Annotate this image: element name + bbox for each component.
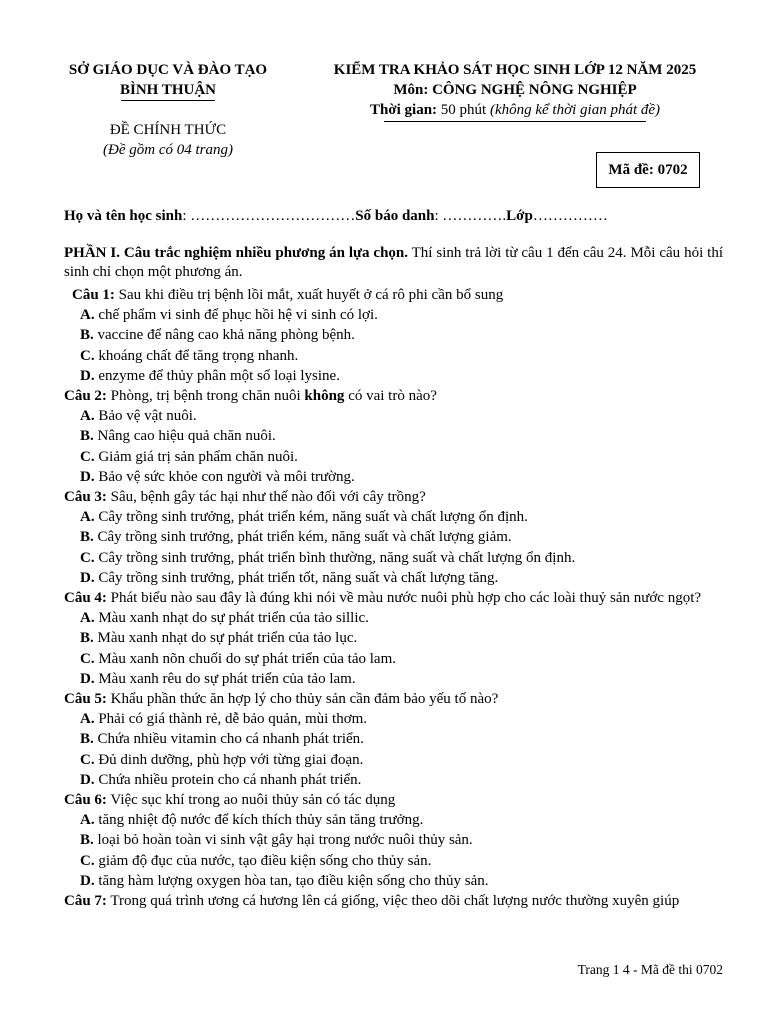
province-name: BÌNH THUẬN xyxy=(120,82,216,98)
option-key: A. xyxy=(80,408,95,425)
option-key: B. xyxy=(80,630,94,647)
option-text: enzyme để thủy phân một số loại lysine. xyxy=(94,367,340,384)
option-key: B. xyxy=(80,327,94,344)
question-label: Câu 4: xyxy=(64,590,107,607)
question-label: Câu 3: xyxy=(64,489,107,506)
question-label: Câu 1: xyxy=(72,287,115,303)
question-1 xyxy=(64,285,723,305)
option-text: chế phẩm vi sinh để phục hồi hệ vi sinh có lợi. xyxy=(94,307,378,324)
question-label: Câu 2: xyxy=(64,388,107,405)
option-text: giảm độ đục của nước, tạo điều kiện sống cho thủy sản. xyxy=(94,852,432,869)
answer-option xyxy=(64,871,723,891)
question-4 xyxy=(64,588,723,608)
answer-option xyxy=(64,527,723,547)
answer-option xyxy=(64,507,723,527)
question-text: Sâu, bệnh gây tác hại như thế nào đối với cây trồng? xyxy=(106,489,426,506)
option-text: tăng hàm lượng oxygen hòa tan, tạo điều kiện sống cho thủy sản. xyxy=(94,872,489,889)
option-key: A. xyxy=(80,610,95,627)
exam-title: KIỂM TRA KHẢO SÁT HỌC SINH LỚP 12 NĂM 2025 xyxy=(333,62,697,78)
part1-heading xyxy=(64,244,723,282)
option-key: C. xyxy=(80,650,95,667)
part1-title: PHẦN I. Câu trắc nghiệm nhiều phương án lựa chọn. xyxy=(64,245,409,261)
student-name-label: Họ và tên học sinh xyxy=(64,208,183,224)
option-text: Cây trồng sinh trưởng, phát triển kém, năng suất và chất lượng giảm. xyxy=(93,529,512,546)
option-key: C. xyxy=(80,448,95,465)
option-text: Màu xanh nõn chuối do sự phát triển của tảo lam. xyxy=(94,650,396,667)
option-text: Giảm giá trị sản phẩm chăn nuôi. xyxy=(94,448,298,465)
answer-option xyxy=(64,325,723,345)
question-list xyxy=(64,285,723,911)
option-key: B. xyxy=(80,529,94,546)
subject-line: Môn: CÔNG NGHỆ NÔNG NGHIỆP xyxy=(393,82,637,98)
candidate-number-blank: : …………. xyxy=(434,208,507,224)
option-text: Chứa nhiều protein cho cá nhanh phát triển. xyxy=(94,771,362,788)
time-note: (không kể thời gian phát đề) xyxy=(489,102,661,118)
option-text: tăng nhiệt độ nước để kích thích thủy sản tăng trưởng. xyxy=(94,812,424,829)
option-text: Cây trồng sinh trưởng, phát triển tốt, năng suất và chất lượng tăng. xyxy=(94,569,499,586)
question-text: Khẩu phần thức ăn hợp lý cho thủy sản cần đảm bảo yếu tố nào? xyxy=(106,691,499,708)
option-text: Cây trồng sinh trưởng, phát triển bình thường, năng suất và chất lượng ổn định. xyxy=(94,549,576,566)
question-7 xyxy=(64,891,723,911)
option-text: Màu xanh nhạt do sự phát triển của tảo sillic. xyxy=(94,610,369,627)
option-text: Cây trồng sinh trưởng, phát triển kém, năng suất và chất lượng ổn định. xyxy=(94,509,528,526)
answer-option xyxy=(64,628,723,648)
option-key: C. xyxy=(80,852,95,869)
option-text: Màu xanh nhạt do sự phát triển của tảo lục. xyxy=(93,630,358,647)
option-key: A. xyxy=(80,812,95,829)
option-key: B. xyxy=(80,731,94,748)
answer-option xyxy=(64,568,723,588)
option-text: loại bỏ hoàn toàn vi sinh vật gây hại trong nước nuôi thủy sản. xyxy=(93,832,473,849)
header-left xyxy=(40,60,296,160)
answer-option xyxy=(64,750,723,770)
answer-option xyxy=(64,426,723,446)
student-info-line xyxy=(64,206,744,226)
option-text: Phải có giá thành rẻ, dễ bảo quản, mùi thơm. xyxy=(94,711,368,728)
header-right xyxy=(300,60,730,122)
answer-option xyxy=(64,649,723,669)
option-text: Bảo vệ vật nuôi. xyxy=(94,408,197,425)
question-emphasis: không xyxy=(304,388,345,405)
answer-option xyxy=(64,830,723,850)
answer-option xyxy=(64,366,723,386)
question-text: Trong quá trình ương cá hương lên cá giống, việc theo dõi chất lượng nước thường xuyên giúp xyxy=(106,893,680,910)
department-name: SỞ GIÁO DỤC VÀ ĐÀO TẠO xyxy=(68,62,268,78)
option-key: D. xyxy=(80,468,95,485)
option-key: A. xyxy=(80,307,95,324)
answer-option xyxy=(64,810,723,830)
time-value: 50 phút xyxy=(437,102,490,118)
answer-option xyxy=(64,770,723,790)
pages-note: (Đề gồm có 04 trang) xyxy=(103,142,233,158)
option-key: C. xyxy=(80,347,95,364)
answer-option xyxy=(64,305,723,325)
part1-instructions: Thí sinh trả lời từ câu 1 đến câu 24. Mỗi câu hỏi thí sinh chỉ chọn một phương án. xyxy=(64,245,723,280)
answer-option xyxy=(64,447,723,467)
class-label: Lớp xyxy=(506,208,533,224)
student-name-blank: : …………………………… xyxy=(182,208,356,224)
question-text: Phát biểu nào sau đây là đúng khi nói về màu nước nuôi phù hợp cho các loài thuỷ sản nước ngọt? xyxy=(106,590,702,607)
answer-option xyxy=(64,669,723,689)
question-text: Sau khi điều trị bệnh lồi mắt, xuất huyết ở cá rô phi cần bổ sung xyxy=(114,287,504,303)
option-text: Đủ dinh dưỡng, phù hợp với từng giai đoạn. xyxy=(94,751,364,768)
option-text: Chứa nhiều vitamin cho cá nhanh phát triển. xyxy=(93,731,364,748)
option-text: Nâng cao hiệu quả chăn nuôi. xyxy=(93,428,276,445)
option-key: C. xyxy=(80,549,95,566)
question-3 xyxy=(64,487,723,507)
answer-option xyxy=(64,608,723,628)
option-text: Bảo vệ sức khỏe con người và môi trường. xyxy=(94,468,355,485)
option-key: A. xyxy=(80,509,95,526)
option-key: D. xyxy=(80,670,95,687)
official-label: ĐỀ CHÍNH THỨC xyxy=(109,122,227,138)
question-text: Phòng, trị bệnh trong chăn nuôi xyxy=(106,388,305,405)
question-text: Việc sục khí trong ao nuôi thủy sản có tác dụng xyxy=(106,792,396,809)
question-6 xyxy=(64,790,723,810)
option-key: B. xyxy=(80,428,94,445)
option-text: vaccine để nâng cao khả năng phòng bệnh. xyxy=(93,327,355,344)
time-label: Thời gian: xyxy=(369,102,438,118)
question-label: Câu 5: xyxy=(64,691,107,708)
option-text: Màu xanh rêu do sự phát triển của tảo lam. xyxy=(94,670,356,687)
candidate-number-label: Số báo danh xyxy=(355,208,435,224)
answer-option xyxy=(64,851,723,871)
time-line xyxy=(300,100,730,120)
option-key: D. xyxy=(80,771,95,788)
option-text: khoáng chất để tăng trọng nhanh. xyxy=(94,347,299,364)
option-key: D. xyxy=(80,872,95,889)
answer-option xyxy=(64,406,723,426)
option-key: A. xyxy=(80,711,95,728)
question-2 xyxy=(64,386,723,406)
page-footer: Trang 1 4 - Mã đề thi 0702 xyxy=(577,962,723,977)
option-key: D. xyxy=(80,569,95,586)
answer-option xyxy=(64,709,723,729)
header-left-underline xyxy=(121,100,215,101)
class-blank: …………… xyxy=(532,208,608,224)
option-key: C. xyxy=(80,751,95,768)
question-5 xyxy=(64,689,723,709)
question-text-after: có vai trò nào? xyxy=(344,388,437,405)
option-key: D. xyxy=(80,367,95,384)
question-label: Câu 7: xyxy=(64,893,107,910)
answer-option xyxy=(64,467,723,487)
option-key: B. xyxy=(80,832,94,849)
answer-option xyxy=(64,548,723,568)
question-label: Câu 6: xyxy=(64,792,107,809)
answer-option xyxy=(64,346,723,366)
exam-code-box: Mã đề: 0702 xyxy=(596,152,700,188)
header-right-underline xyxy=(384,121,646,122)
answer-option xyxy=(64,729,723,749)
